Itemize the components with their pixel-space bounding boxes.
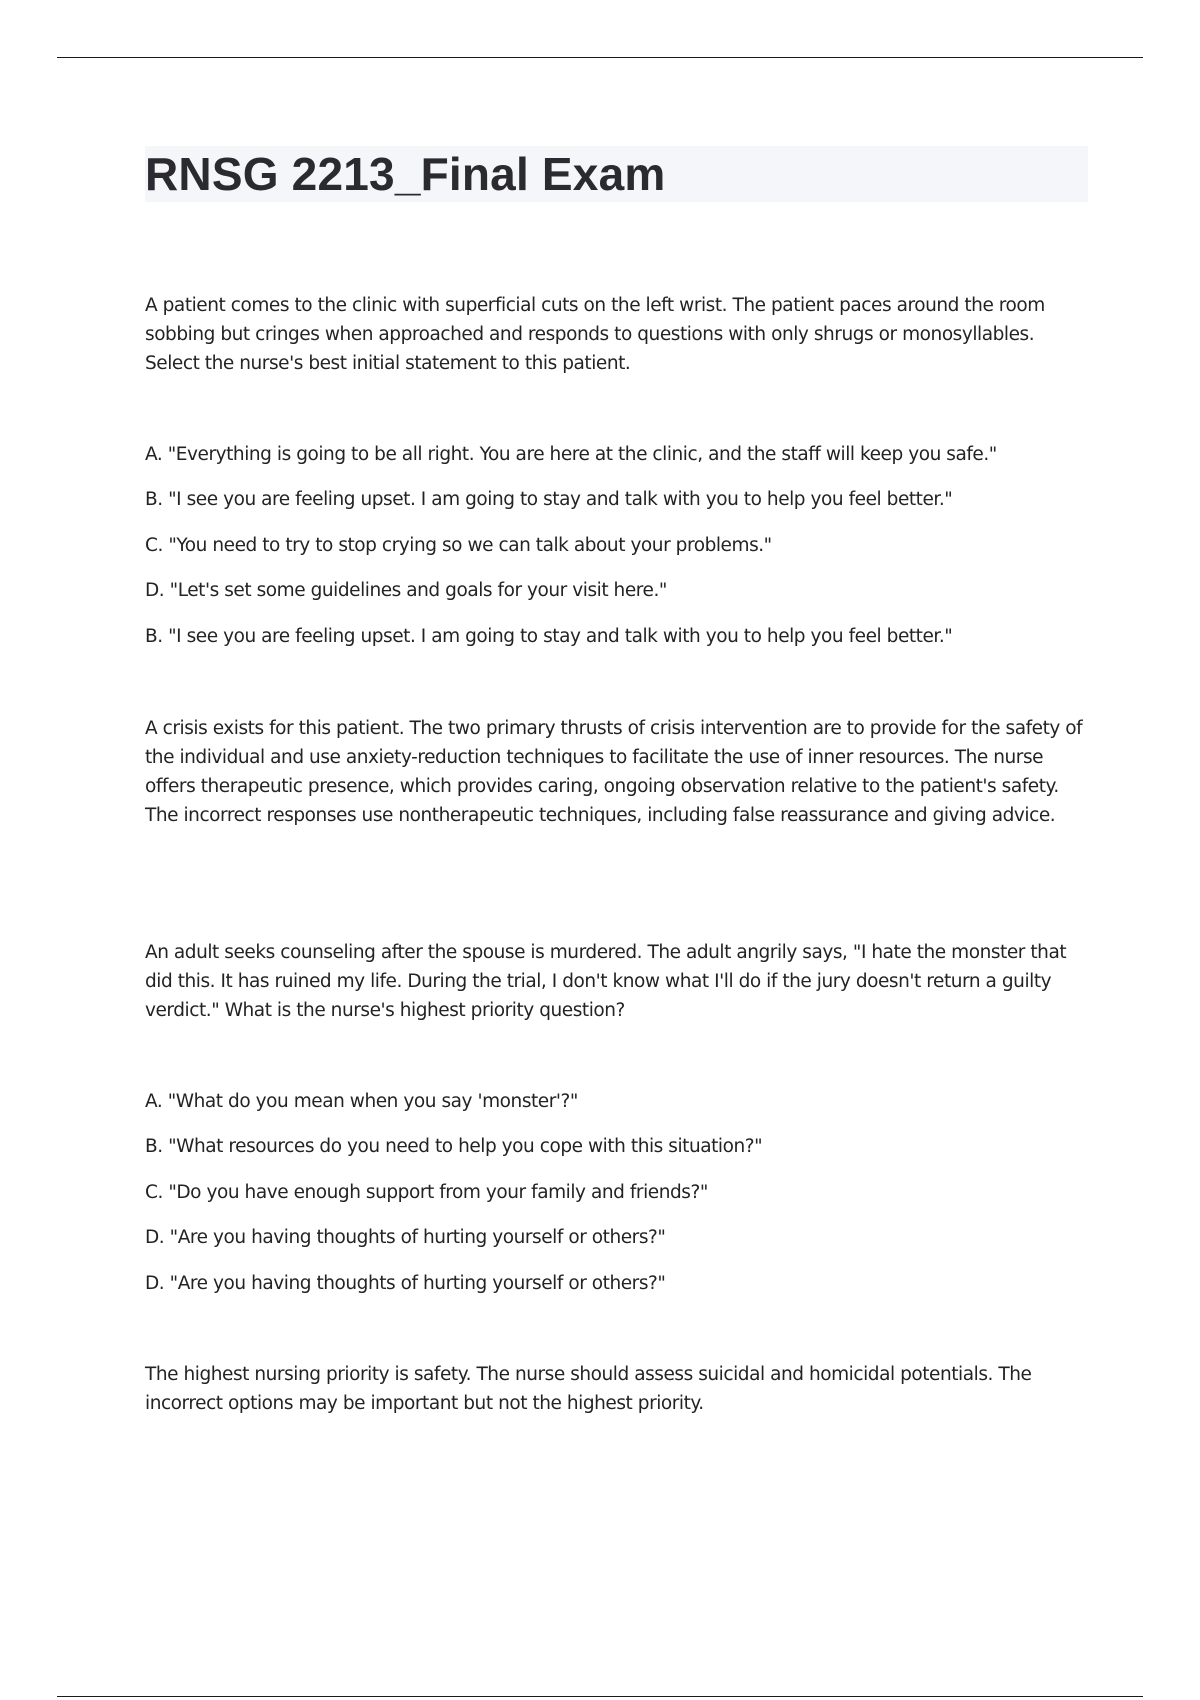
question-1-answer: B. "I see you are feeling upset. I am going to stay and talk with you to help you feel better." [145,626,953,647]
question-2-rationale: The highest nursing priority is safety. The nurse should assess suicidal and homicidal potentials. The incorrect options may be important but not the highest priority. [145,1364,1032,1414]
question-1-stem: A patient comes to the clinic with superficial cuts on the left wrist. The patient paces around the room sobbing but cringes when approached and responds to questions with only shrugs or monosyllables. Select the nurse's best initial statement to this patient. [145,295,1045,374]
question-1-rationale: A crisis exists for this patient. The two primary thrusts of crisis intervention are to provide for the safety of the individual and use anxiety-reduction techniques to facilitate the use of inner resources. The nurse offers therapeutic presence, which provides caring, ongoing observation relative to the patient's safety. The incorrect responses use nontherapeutic techniques, including false reassurance and giving advice. [145,718,1083,826]
question-1-option-d: D. "Let's set some guidelines and goals for your visit here." [145,580,667,601]
title-banner [145,146,1088,202]
question-2-answer: D. "Are you having thoughts of hurting yourself or others?" [145,1273,666,1294]
question-2-stem: An adult seeks counseling after the spouse is murdered. The adult angrily says, "I hate the monster that did this. It has ruined my life. During the trial, I don't know what I'll do if the jury doesn't return a guilty verdict." What is the nurse's highest priority question? [145,942,1067,1021]
top-rule [57,57,1143,58]
question-2-option-b: B. "What resources do you need to help you cope with this situation?" [145,1136,763,1157]
question-1-option-b: B. "I see you are feeling upset. I am going to stay and talk with you to help you feel better." [145,489,953,510]
question-2-option-c: C. "Do you have enough support from your family and friends?" [145,1182,708,1203]
question-1-option-c: C. "You need to try to stop crying so we can talk about your problems." [145,535,772,556]
question-2-option-a: A. "What do you mean when you say 'monster'?" [145,1091,578,1112]
bottom-rule [57,1696,1143,1697]
page-title: RNSG 2213_Final Exam [145,148,666,200]
question-2-option-d: D. "Are you having thoughts of hurting yourself or others?" [145,1227,666,1248]
question-1-option-a: A. "Everything is going to be all right. You are here at the clinic, and the staff will keep you safe." [145,444,997,465]
